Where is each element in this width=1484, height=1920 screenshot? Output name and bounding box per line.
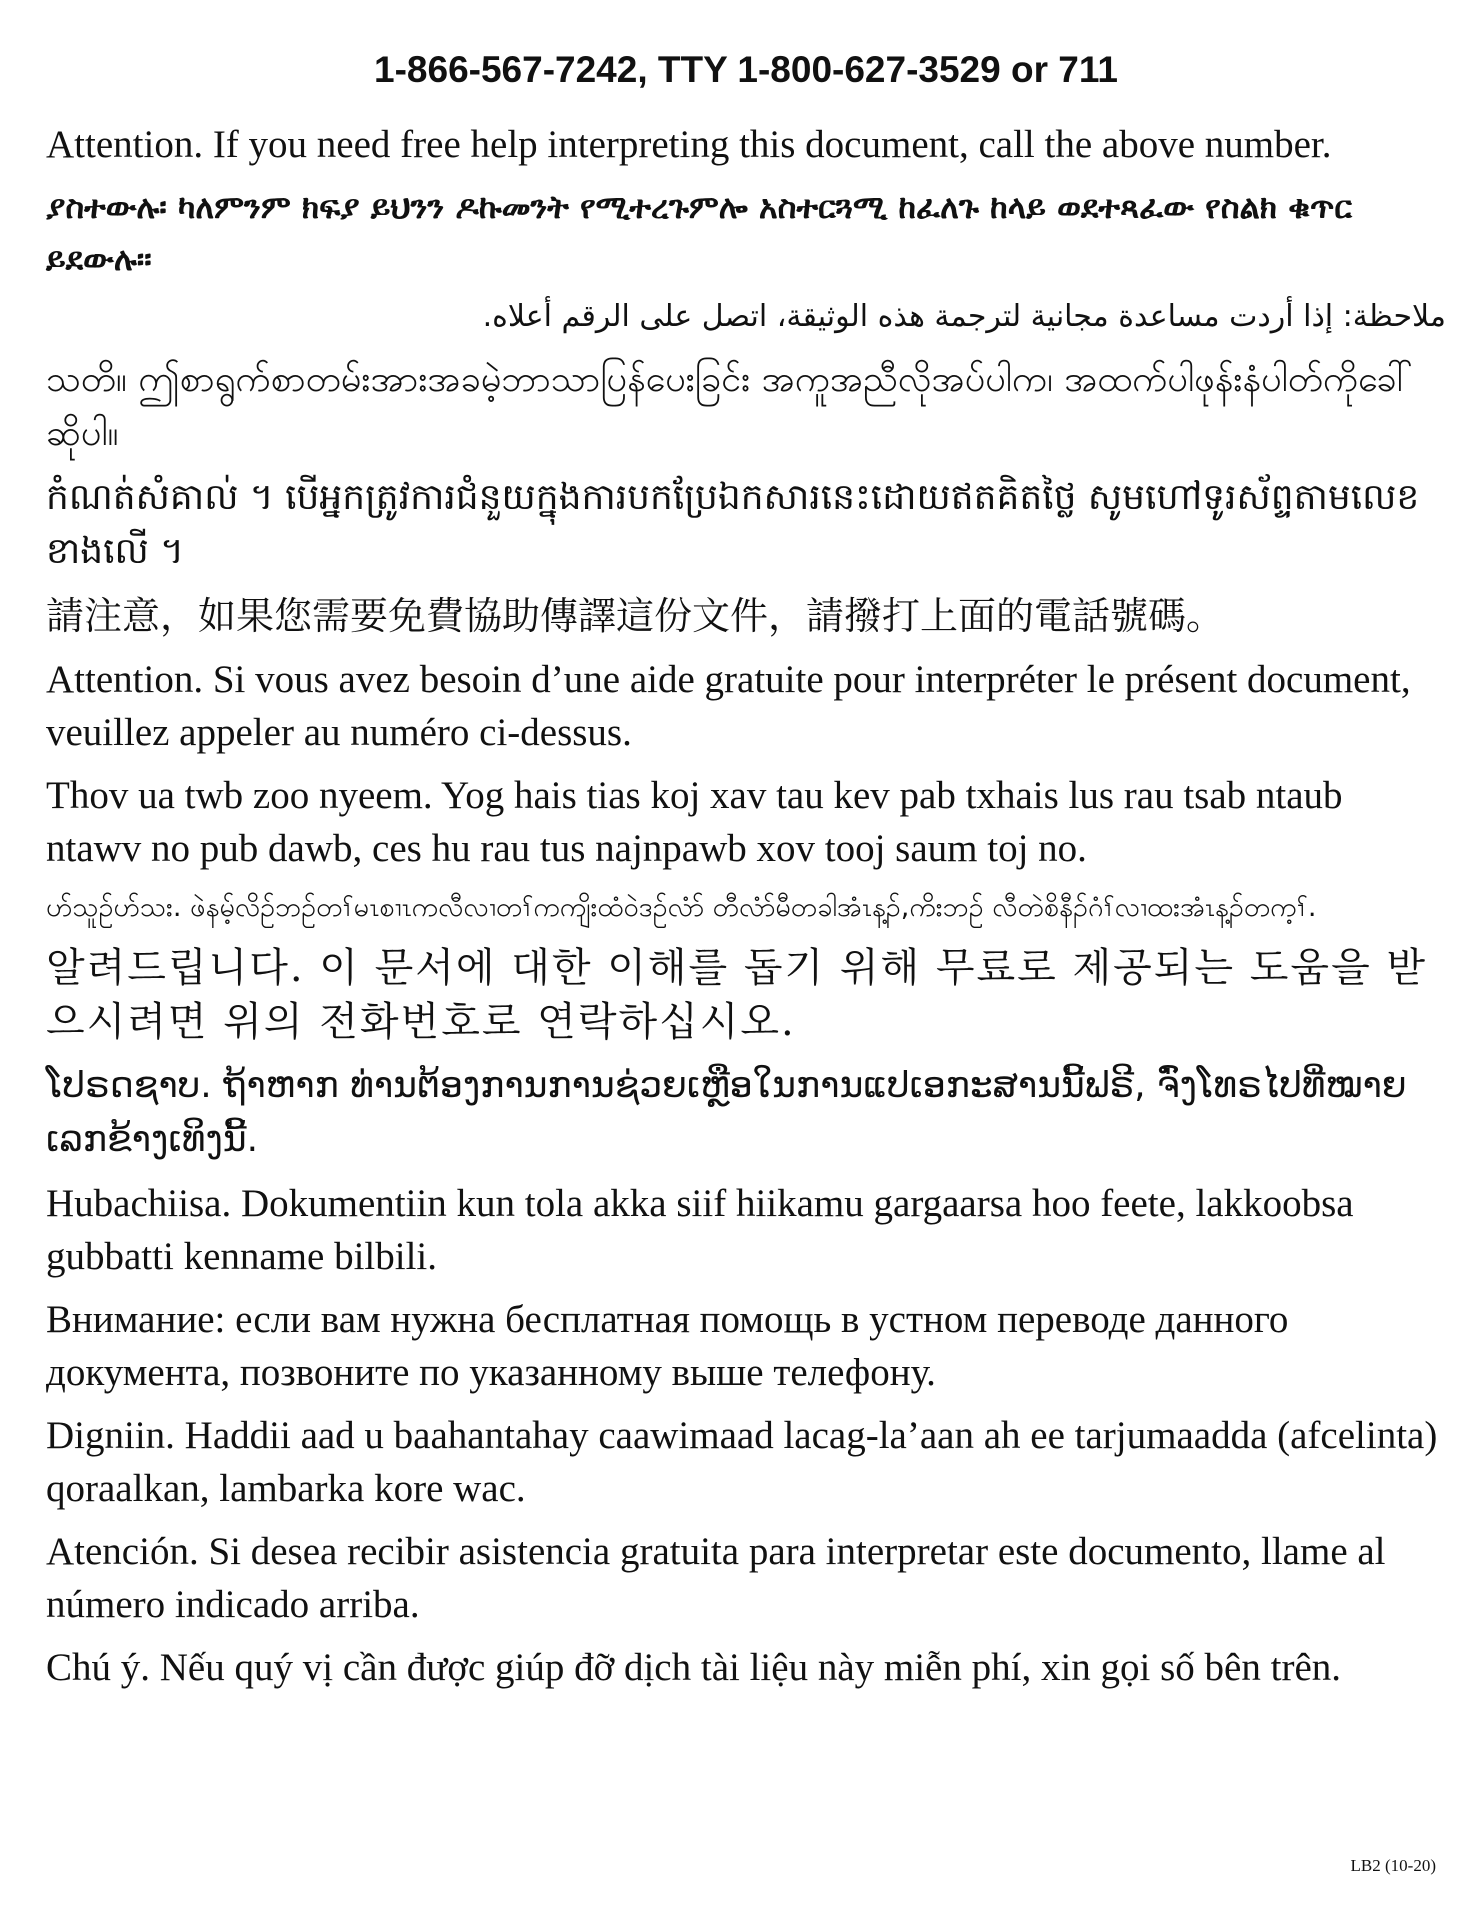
notice-somali: Digniin. Haddii aad u baahantahay caawimaad lacag-la’aan ah ee tarjumaadda (afcelinta) qoraalkan, lambarka kore wac. — [46, 1414, 1438, 1510]
notice-oromo: Hubachiisa. Dokumentiin kun tola akka siif hiikamu gargaarsa hoo feete, lakkoobsa gubbatti kenname bilbili. — [46, 1182, 1354, 1278]
notice-hmong: Thov ua twb zoo nyeem. Yog hais tias koj xav tau kev pab txhais lus rau tsab ntaub ntawv no pub dawb, ces hu rau tus najnpawb xov tooj saum toj no. — [46, 774, 1343, 870]
notice-amharic: ያስተውሉ፡ ካለምንም ክፍያ ይህንን ዶኩመንት የሚተረጉምሎ አስተርጓሚ ከፈለጉ ከላይ ወደተጻፈው የስልክ ቁጥር ይደውሉ። — [46, 188, 1353, 278]
notice-burmese: သတိ။ ဤစာရွက်စာတမ်းအားအခမဲ့ဘာသာပြန်ပေးခြင်း အကူအညီလိုအပ်ပါက၊ အထက်ပါဖုန်းနံပါတ်ကိုခေါ်ဆိုပါ။ — [46, 359, 1413, 454]
notice-russian: Внимание: если вам нужна бесплатная помощь в устном переводе данного документа, позвоните по указанному выше телефону. — [46, 1298, 1289, 1394]
notice-khmer: កំណត់សំគាល់ ។ បើអ្នកត្រូវការជំនួយក្នុងការបកប្រែឯកសារនេះដោយឥតគិតថ្លៃ សូមហៅទូរស័ព្ទតាមលេខខាងលើ ។ — [46, 477, 1420, 572]
language-notices — [46, 118, 1446, 1704]
notice-chinese: 請注意，如果您需要免費協助傳譯這份文件，請撥打上面的電話號碼。 — [46, 594, 1225, 638]
notice-karen: ဟ်သူဉ်ဟ်သး. ဖဲနမ့်လိဉ်ဘဉ်တၢ်မၤစၢၤကလီလၢတၢ်ကကျိးထံဝဲဒဉ်လံာ် တီလံာ်မီတခါအံၤန့ၣ်,ကိးဘဉ် လီတဲစိနီၣ်ဂံၢ်လၢထးအံၤန့ၣ်တက့ၢ်. — [46, 892, 1317, 923]
phone-numbers-header: 1-866-567-7242, TTY 1-800-627-3529 or 711 — [374, 49, 1118, 90]
notice-spanish: Atención. Si desea recibir asistencia gratuita para interpretar este documento, llame al número indicado arriba. — [46, 1530, 1386, 1626]
notice-korean: 알려드립니다. 이 문서에 대한 이해를 돕기 위해 무료로 제공되는 도움을 받으시려면 위의 전화번호로 연락하십시오. — [46, 945, 1428, 1045]
notice-english: Attention. If you need free help interpreting this document, call the above number. — [46, 123, 1332, 166]
notice-arabic: ملاحظة: إذا أردت مساعدة مجانية لترجمة هذه الوثيقة، اتصل على الرقم أعلاه. — [482, 299, 1446, 334]
notice-lao: ໂປຣດຊາບ. ຖ້າຫາກ ທ່ານຕ້ອງການການຊ່ວຍເຫຼືອໃນການແປເອກະສານນີ້ຟຣີ, ຈົ່ງໂທຣໄປທີ່ໝາຍເລກຂ້າງເທິງນີ້. — [46, 1065, 1407, 1160]
notice-french: Attention. Si vous avez besoin d’une aide gratuite pour interpréter le présent document, veuillez appeler au numéro ci-dessus. — [46, 658, 1411, 754]
form-code: LB2 (10-20) — [1350, 1856, 1436, 1875]
notice-vietnamese: Chú ý. Nếu quý vị cần được giúp đỡ dịch tài liệu này miễn phí, xin gọi số bên trên. — [46, 1646, 1341, 1689]
notice-page — [46, 0, 1446, 1920]
